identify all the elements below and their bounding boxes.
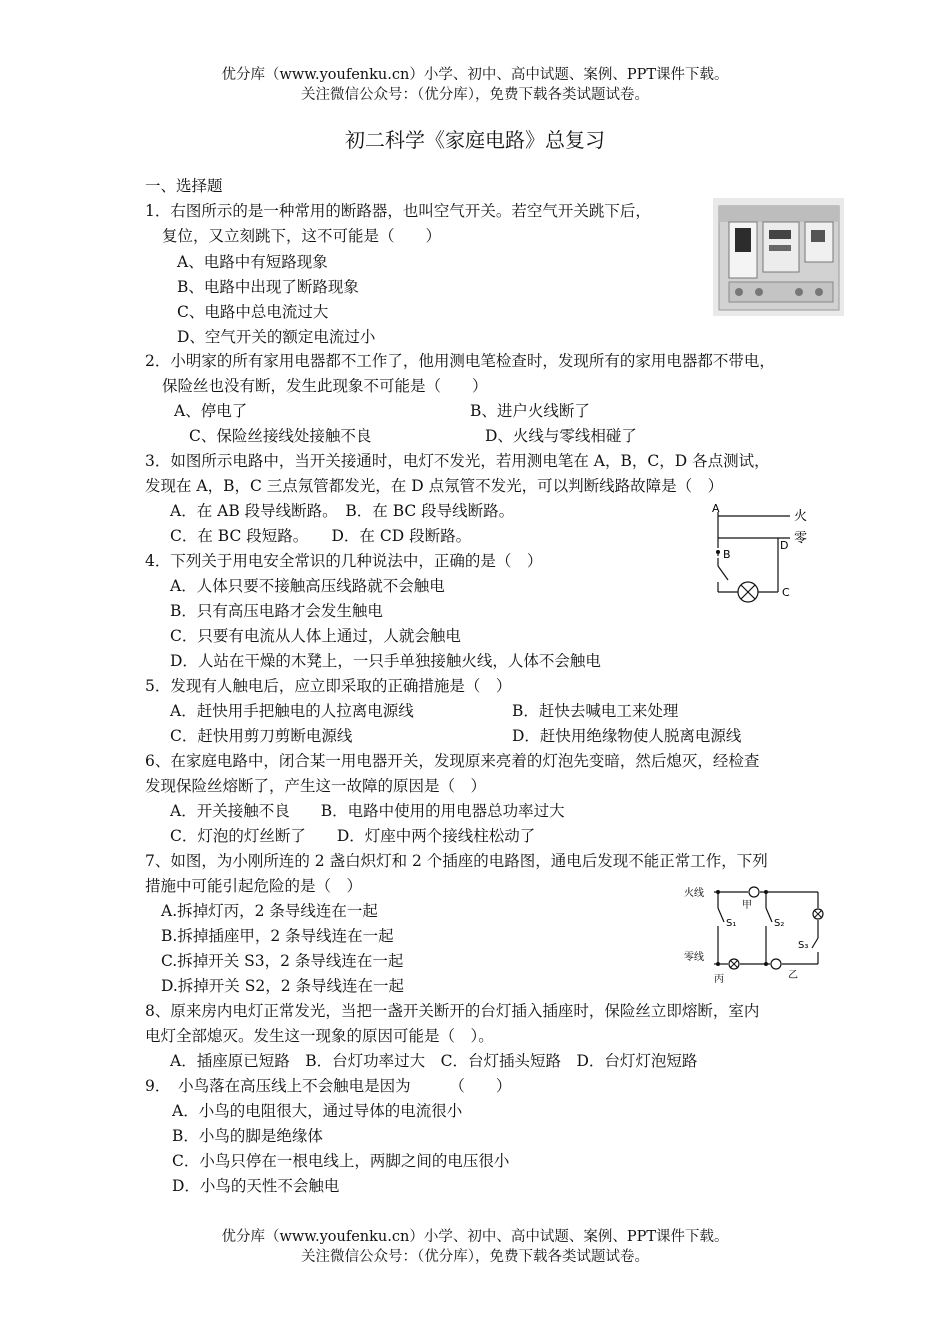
q7-option-c: C.拆掉开关 S3，2 条导线连在一起 xyxy=(161,952,404,970)
q7-option-d: D.拆掉开关 S2，2 条导线连在一起 xyxy=(161,977,404,995)
q9-option-a: A．小鸟的电阻很大，通过导体的电流很小 xyxy=(172,1102,463,1120)
q8-stem-line2: 电灯全部熄灭。发生这一现象的原因可能是（ ）。 xyxy=(145,1027,494,1045)
q7-label-s3: S₃ xyxy=(798,940,809,951)
q1-option-c: C、电路中总电流过大 xyxy=(177,303,329,321)
q7-label-jia: 甲 xyxy=(742,900,752,911)
q3-label-live: 火 xyxy=(794,509,808,524)
q6-options-cd: C．灯泡的灯丝断了 D．灯座中两个接线柱松动了 xyxy=(170,827,536,845)
q2-option-b: B、进户火线断了 xyxy=(470,402,590,420)
q8-stem-line1: 8、原来房内电灯正常发光，当把一盏开关断开的台灯插入插座时，保险丝立即熔断，室内 xyxy=(145,1002,760,1020)
q3-options-ab: A．在 AB 段导线断路。 B．在 BC 段导线断路。 xyxy=(170,502,515,520)
q7-label-s2: S₂ xyxy=(774,918,785,929)
q1-stem-line1: 1．右图所示的是一种常用的断路器，也叫空气开关。若空气开关跳下后， xyxy=(145,202,651,220)
q3-label-b: B xyxy=(723,548,731,561)
q3-label-c: C xyxy=(782,586,790,599)
q3-label-a: A xyxy=(712,502,720,515)
q3-stem-line1: 3．如图所示电路中，当开关接通时，电灯不发光，若用测电笔在 A，B，C，D 各点测试， xyxy=(145,452,770,470)
q3-circuit-diagram xyxy=(698,500,816,608)
q2-option-c: C、保险丝接线处接触不良 xyxy=(189,427,372,445)
q9-option-b: B．小鸟的脚是绝缘体 xyxy=(172,1127,323,1145)
q9-stem: 9． 小鸟落在高压线上不会触电是因为 （ ） xyxy=(145,1077,512,1095)
q7-label-neutral: 零线 xyxy=(684,952,704,963)
q6-stem-line1: 6、在家庭电路中，闭合某一用电器开关，发现原来亮着的灯泡先变暗，然后熄灭，经检查 xyxy=(145,752,760,770)
q1-option-b: B、电路中出现了断路现象 xyxy=(177,278,359,296)
circuit-breaker-photo xyxy=(713,198,844,316)
q8-options: A．插座原已短路 B．台灯功率过大 C．台灯插头短路 D．台灯灯泡短路 xyxy=(170,1052,698,1070)
q7-stem-line1: 7、如图，为小刚所连的 2 盏白炽灯和 2 个插座的电路图，通电后发现不能正常工作，下列 xyxy=(145,852,768,870)
footer-line-2: 关注微信公众号：（优分库），免费下载各类试题试卷。 xyxy=(301,1249,649,1265)
q7-label-s1: S₁ xyxy=(726,918,737,929)
header-line-1: 优分库（www.youfenku.cn）小学、初中、高中试题、案例、PPT课件下载。 xyxy=(221,67,729,83)
footer-line-1: 优分库（www.youfenku.cn）小学、初中、高中试题、案例、PPT课件下载。 xyxy=(221,1229,729,1245)
q2-option-a: A、停电了 xyxy=(174,402,248,420)
q3-label-neutral: 零 xyxy=(794,531,808,546)
q4-option-a: A．人体只要不接触高压线路就不会触电 xyxy=(170,577,445,595)
q7-option-a: A.拆掉灯丙，2 条导线连在一起 xyxy=(161,902,378,920)
q5-option-d: D．赶快用绝缘物使人脱离电源线 xyxy=(512,727,742,745)
q4-option-c: C．只要有电流从人体上通过，人就会触电 xyxy=(170,627,461,645)
q7-circuit-diagram xyxy=(684,880,832,992)
q9-option-d: D．小鸟的天性不会触电 xyxy=(172,1177,340,1195)
q9-option-c: C．小鸟只停在一根电线上，两脚之间的电压很小 xyxy=(172,1152,510,1170)
header-line-2: 关注微信公众号：（优分库），免费下载各类试题试卷。 xyxy=(301,87,649,103)
q2-stem-line1: 2．小明家的所有家用电器都不工作了，他用测电笔检查时，发现所有的家用电器都不带电， xyxy=(145,352,775,370)
q1-option-a: A、电路中有短路现象 xyxy=(177,253,328,271)
q7-label-bing: 丙 xyxy=(714,974,724,985)
section-heading: 一、选择题 xyxy=(145,177,223,195)
q2-option-d: D、火线与零线相碰了 xyxy=(485,427,637,445)
q1-stem-line2: 复位，又立刻跳下，这不可能是（ ） xyxy=(162,227,442,245)
q7-option-b: B.拆掉插座甲，2 条导线连在一起 xyxy=(161,927,394,945)
q5-option-c: C．赶快用剪刀剪断电源线 xyxy=(170,727,353,745)
q4-option-b: B．只有高压电路才会发生触电 xyxy=(170,602,383,620)
q6-stem-line2: 发现保险丝熔断了，产生这一故障的原因是（ ） xyxy=(145,777,487,795)
q4-stem: 4．下列关于用电安全常识的几种说法中，正确的是（ ） xyxy=(145,552,543,570)
q2-stem-line2: 保险丝也没有断，发生此现象不可能是（ ） xyxy=(162,377,488,395)
q7-label-yi: 乙 xyxy=(788,970,798,981)
q5-option-b: B．赶快去喊电工来处理 xyxy=(512,702,679,720)
q1-option-d: D、空气开关的额定电流过小 xyxy=(177,328,376,346)
q7-stem-line2: 措施中可能引起危险的是（ ） xyxy=(145,877,363,895)
q7-label-live: 火线 xyxy=(684,888,704,899)
q3-label-d: D xyxy=(780,539,789,552)
q5-stem: 5．发现有人触电后，应立即采取的正确措施是（ ） xyxy=(145,677,512,695)
q6-options-ab: A．开关接触不良 B．电路中使用的用电器总功率过大 xyxy=(170,802,565,820)
q3-options-cd: C．在 BC 段短路。 D．在 CD 段断路。 xyxy=(170,527,472,545)
q4-option-d: D．人站在干燥的木凳上，一只手单独接触火线，人体不会触电 xyxy=(170,652,601,670)
q5-option-a: A．赶快用手把触电的人拉离电源线 xyxy=(170,702,414,720)
page-title: 初二科学《家庭电路》总复习 xyxy=(345,128,605,152)
q3-stem-line2: 发现在 A，B，C 三点氖管都发光，在 D 点氖管不发光，可以判断线路故障是（ ） xyxy=(145,477,724,495)
